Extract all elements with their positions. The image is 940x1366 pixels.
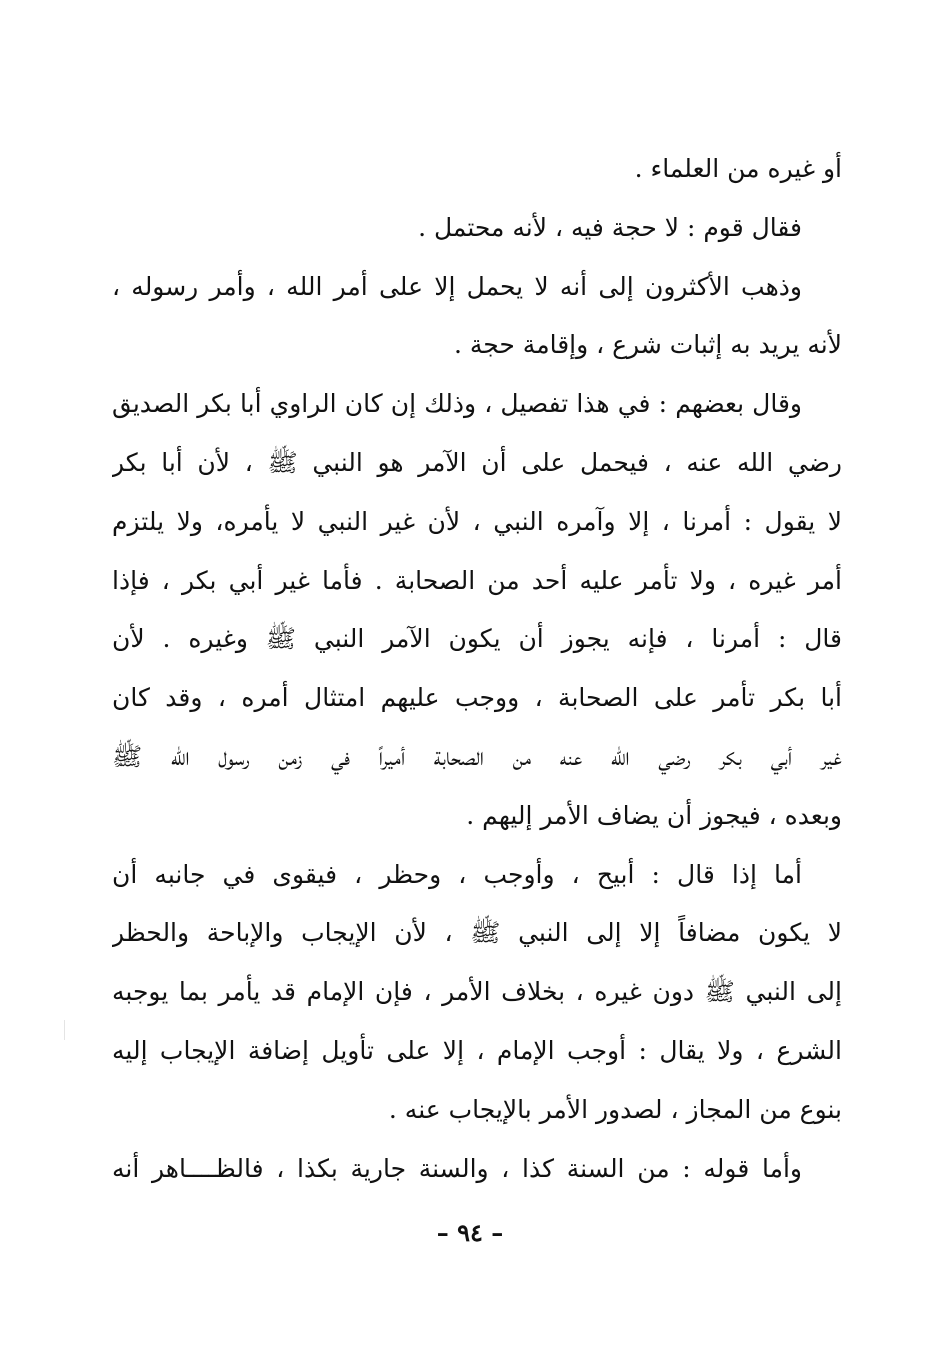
text-line: أبا بكر تأمر على الصحابة ، ووجب عليهم امتثال أمره ، وقد كان [112,683,842,713]
text-line: وبعده ، فيجوز أن يضاف الأمر إليهم . [466,800,842,830]
text-line: أو غيره من العلماء . [634,154,842,183]
text-line: لا يقول : أمرنا ، إلا وآمره النبي ، لأن غير النبي لا يأمره، ولا يلتزم [112,506,842,536]
text-line: أما إذا قال : أبيح ، وأوجب ، وحظر ، فيقوى في جانبه أن [112,859,802,889]
text-line: غير أبي بكر رضي الله عنه من الصحابة أميراً في زمن رسول الله ﷺ [112,741,842,771]
text-line: إلى النبي ﷺ دون غيره ، بخلاف الأمر ، فإن الإمام قد يأمر بما يوجبه [112,977,842,1007]
text-line: وذهب الأكثرون إلى أنه لا يحمل إلا على أمر الله ، وأمر رسوله ، [112,271,802,301]
text-line: لا يكون مضافاً إلا إلى النبي ﷺ ، لأن الإيجاب والإباحة والحظر [112,918,842,948]
text-line: الشرع ، ولا يقال : أوجب الإمام ، إلا على تأويل إضافة الإيجاب إليه [112,1035,842,1065]
text-line: أمر غيره ، ولا تأمر عليه أحد من الصحابة . فأما غير أبي بكر ، فإذا [112,565,842,595]
text-line: وأما قوله : من السنة كذا ، والسنة جارية بكذا ، فالظــــاهر أنه [112,1153,802,1183]
scan-mark [64,1020,65,1040]
text-line: بنوع من المجاز ، لصدور الأمر بالإيجاب عنه . [388,1094,842,1124]
text-line: وقال بعضهم : في هذا تفصيل ، وذلك إن كان الراوي أبا بكر الصديق [112,389,802,419]
text-line: لأنه يريد به إثبات شرع ، وإقامة حجة . [453,330,842,360]
body-text [112,140,842,1198]
text-line: فقال قوم : لا حجة فيه ، لأنه محتمل . [418,212,802,242]
text-line: رضي الله عنه ، فيحمل على أن الآمر هو النبي ﷺ ، لأن أبا بكر [112,447,842,477]
text-line: قال : أمرنا ، فإنه يجوز أن يكون الآمر النبي ﷺ وغيره . لأن [112,624,842,654]
page-number: – ٩٤ – [436,1218,504,1247]
